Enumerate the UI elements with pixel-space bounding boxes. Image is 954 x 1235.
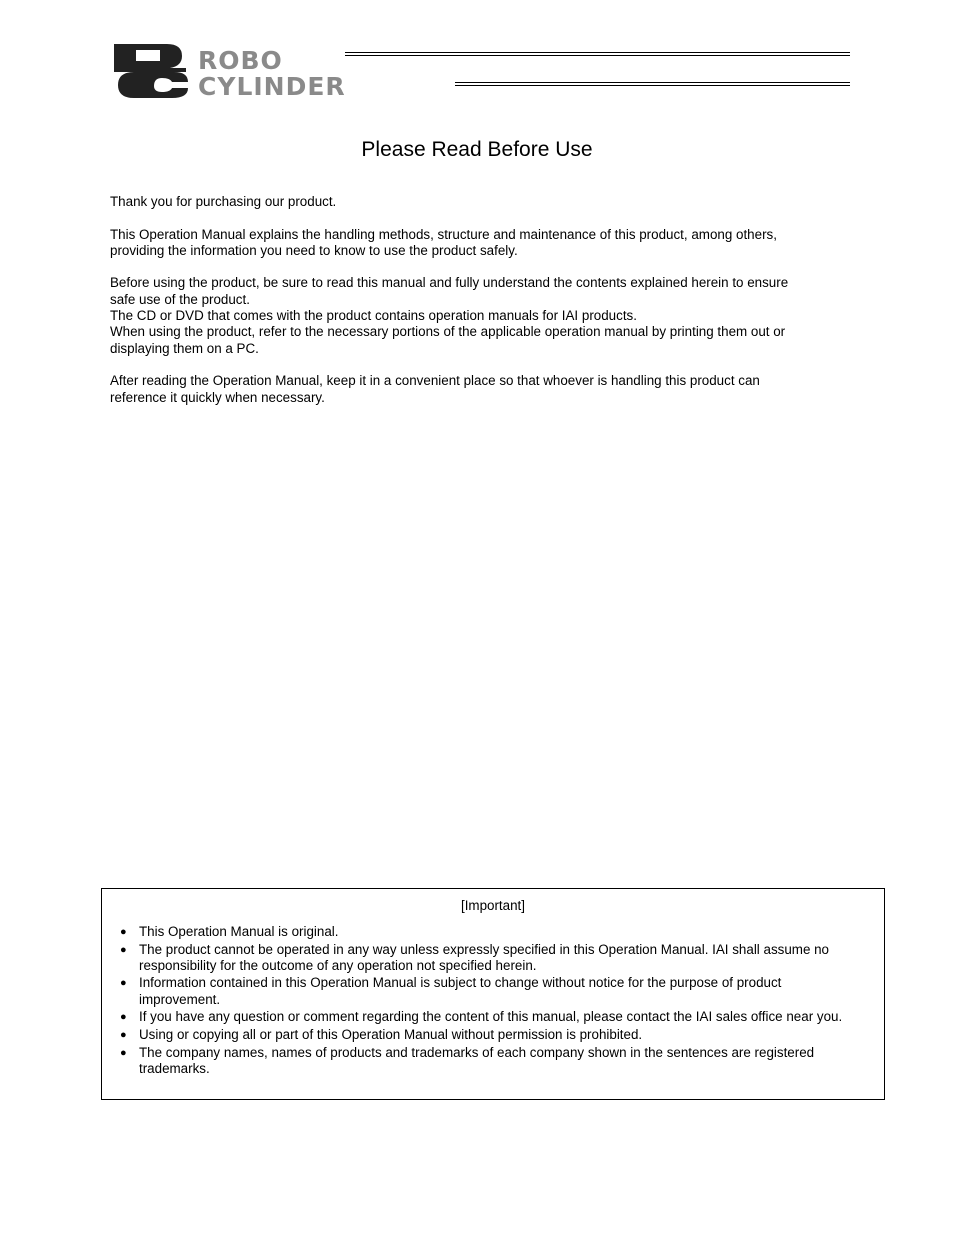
important-box	[101, 888, 885, 1100]
p4-line1: After reading the Operation Manual, keep it in a convenient place so that whoever is handling this product can	[110, 373, 760, 389]
list-item	[120, 924, 864, 940]
header-rule-bottom	[455, 82, 850, 86]
page-title: Please Read Before Use	[361, 138, 593, 161]
item-text: Using or copying all or part of this Operation Manual without permission is prohibited.	[139, 1026, 643, 1042]
bullet-icon: ●	[120, 1028, 127, 1041]
item-text: Information contained in this Operation Manual is subject to change without notice for the purpose of product improvement.	[139, 975, 782, 1007]
list-item	[120, 1026, 864, 1043]
p2-line2: providing the information you need to know to use the product safely.	[110, 242, 518, 258]
important-heading: [Important]	[460, 898, 525, 913]
item-text: The product cannot be operated in any way unless expressly specified in this Operation Manual. IAI shall assume no responsibility for the outcome of any operation not specified herein.	[139, 941, 830, 973]
paragraph-3	[110, 275, 840, 356]
list-item	[120, 941, 864, 975]
list-item	[120, 1009, 864, 1025]
item-text: This Operation Manual is original.	[139, 924, 339, 939]
item-text: The company names, names of products and trademarks of each company shown in the sentences are registered trademarks.	[139, 1044, 815, 1076]
paragraph-4	[110, 373, 840, 406]
p3-line2: safe use of the product.	[110, 291, 250, 307]
bullet-icon: ●	[120, 1046, 127, 1059]
paragraph-1	[110, 194, 840, 210]
bullet-icon: ●	[120, 926, 127, 938]
p1-line1: Thank you for purchasing our product.	[110, 194, 337, 209]
p4-line2: reference it quickly when necessary.	[110, 389, 325, 405]
paragraph-2	[110, 227, 840, 260]
intro-text	[110, 194, 840, 422]
item-text: If you have any question or comment regarding the content of this manual, please contact the IAI sales office near you.	[139, 1009, 843, 1025]
logo-line2: CYLINDER	[198, 72, 346, 100]
bullet-icon: ●	[120, 977, 127, 990]
bullet-icon: ●	[120, 1011, 127, 1024]
robo-cylinder-logo	[112, 42, 452, 100]
p2-line1: This Operation Manual explains the handling methods, structure and maintenance of this product, among others,	[110, 226, 777, 242]
p3-line5: displaying them on a PC.	[110, 340, 259, 356]
p3-line3: The CD or DVD that comes with the product contains operation manuals for IAI products.	[110, 308, 637, 324]
rc-logo-mark	[112, 42, 452, 100]
p3-line1: Before using the product, be sure to read this manual and fully understand the contents explained herein to ensure	[110, 275, 789, 291]
list-item	[120, 975, 864, 1008]
logo-line1: ROBO	[198, 46, 283, 75]
header-rule-top	[345, 52, 850, 56]
important-list	[102, 924, 884, 1077]
p3-line4: When using the product, refer to the necessary portions of the applicable operation manual by printing them out or	[110, 324, 786, 340]
bullet-icon: ●	[120, 943, 127, 956]
list-item	[120, 1044, 864, 1078]
